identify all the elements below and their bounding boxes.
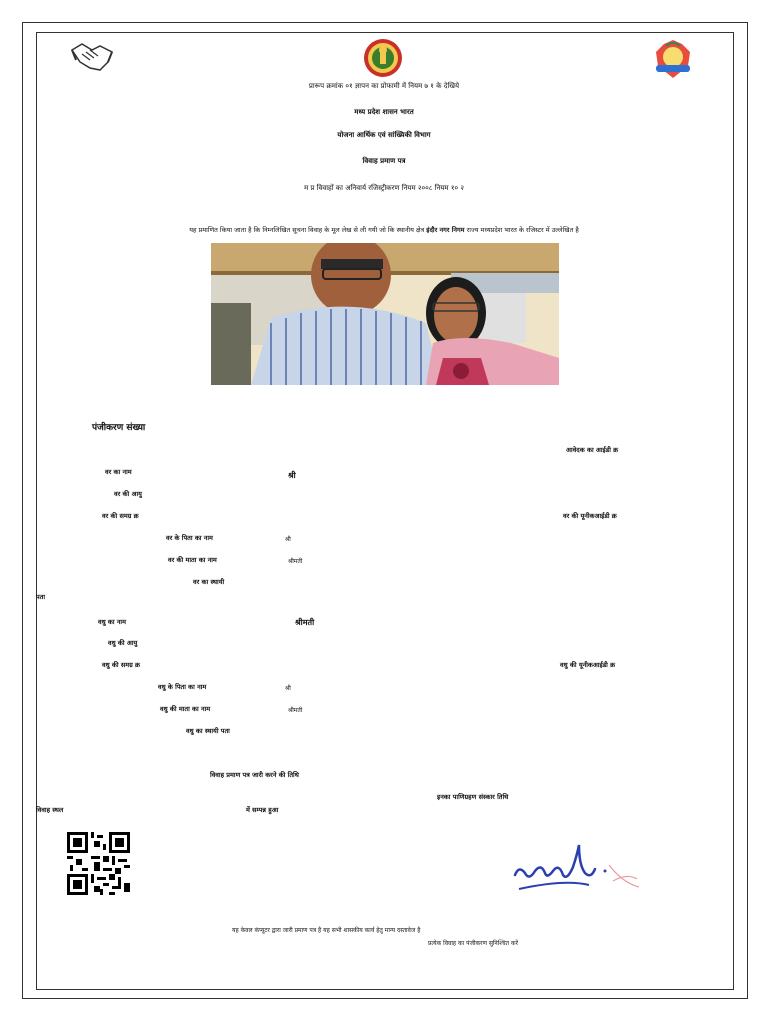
bride-father-prefix: श्री: [285, 685, 291, 692]
handshake-icon: [70, 40, 114, 74]
bride-unique-id-label: वधु की यूनीकआईडी क्र: [560, 661, 616, 669]
groom-unique-id-label: वर की यूनीकआईडी क्र: [563, 512, 617, 520]
groom-samagra-label: वर की समग्र क्र: [102, 512, 139, 520]
groom-father-label: वर के पिता का नाम: [166, 534, 213, 542]
marriage-place-label: विवाह स्थल: [36, 806, 64, 814]
footer-note-computer-generated: यह केवल कंप्यूटर द्वारा जारी प्रमाण पत्र है यह सभी शासकीय कार्य हेतु मान्य दस्तावेज है: [232, 927, 421, 934]
rule-reference: म प्र विवाहों का अनिवार्य रजिस्ट्रीकरण नियम २००८ नियम १० २: [304, 184, 464, 192]
groom-father-prefix: श्री: [285, 536, 291, 543]
marriage-place-suffix: में सम्पन्न हुआ: [246, 806, 279, 814]
registration-number-label: पंजीकरण संख्या: [92, 423, 146, 433]
certify-text-end: राज्य मध्यप्रदेश भारत के रजिस्टर में उल्लेखित है: [466, 226, 579, 234]
bride-address-label: वधु का स्थायी पता: [186, 727, 230, 735]
footer-note-registration: प्रत्येक विवाह का पंजीकरण सुनिश्चित करें: [428, 940, 519, 947]
mp-govt-emblem-icon: [362, 38, 404, 78]
couple-photo: [211, 243, 559, 385]
groom-name-prefix: श्री: [288, 471, 296, 480]
marriage-date-label: इनका पाणिग्रहण संस्कार तिथि: [437, 793, 509, 801]
issue-date-label: विवाह प्रमाण पत्र जारी करने की तिथि: [210, 771, 299, 779]
groom-mother-prefix: श्रीमती: [288, 558, 303, 565]
govt-name: मध्य प्रदेश शासन भारत: [354, 108, 414, 116]
applicant-id-label: आवेदक का आईडी क्र: [566, 446, 619, 454]
groom-mother-label: वर की माता का नाम: [168, 556, 217, 564]
bride-mother-prefix: श्रीमती: [288, 707, 303, 714]
bride-mother-label: वधु की माता का नाम: [160, 705, 211, 713]
groom-address-label-cont: पता: [36, 593, 46, 601]
groom-name-label: वर का नाम: [105, 468, 132, 476]
certification-statement: [0, 225, 768, 234]
bride-father-label: वधु के पिता का नाम: [158, 683, 207, 691]
bride-samagra-label: वधु की समग्र क्र: [102, 661, 141, 669]
local-area: इंदौर नगर निगम: [426, 226, 465, 234]
bride-name-prefix: श्रीमती: [295, 618, 315, 627]
department-name: योजना आर्थिक एवं सांख्यिकी विभाग: [337, 131, 431, 139]
document-title: विवाह प्रमाण पत्र: [362, 157, 406, 165]
form-reference: प्रारूप क्रमांक ०१ ज्ञापन का प्रोफामी में नियम ७ १ के देखिये: [308, 82, 460, 90]
certify-text: यह प्रमाणित किया जाता है कि निम्नलिखित सूचना विवाह के मूल लेख से ली गयी जो कि स्थानीय क्षेत्र: [189, 226, 425, 234]
bride-name-label: वधु का नाम: [98, 618, 126, 626]
bride-age-label: वधु की आयु: [108, 639, 138, 647]
groom-address-label: वर का स्थायी: [193, 578, 225, 586]
municipal-seal-icon: [652, 38, 694, 80]
signature-icon: [505, 835, 645, 895]
qr-code-icon: [65, 832, 132, 895]
groom-age-label: वर की आयु: [114, 490, 142, 498]
